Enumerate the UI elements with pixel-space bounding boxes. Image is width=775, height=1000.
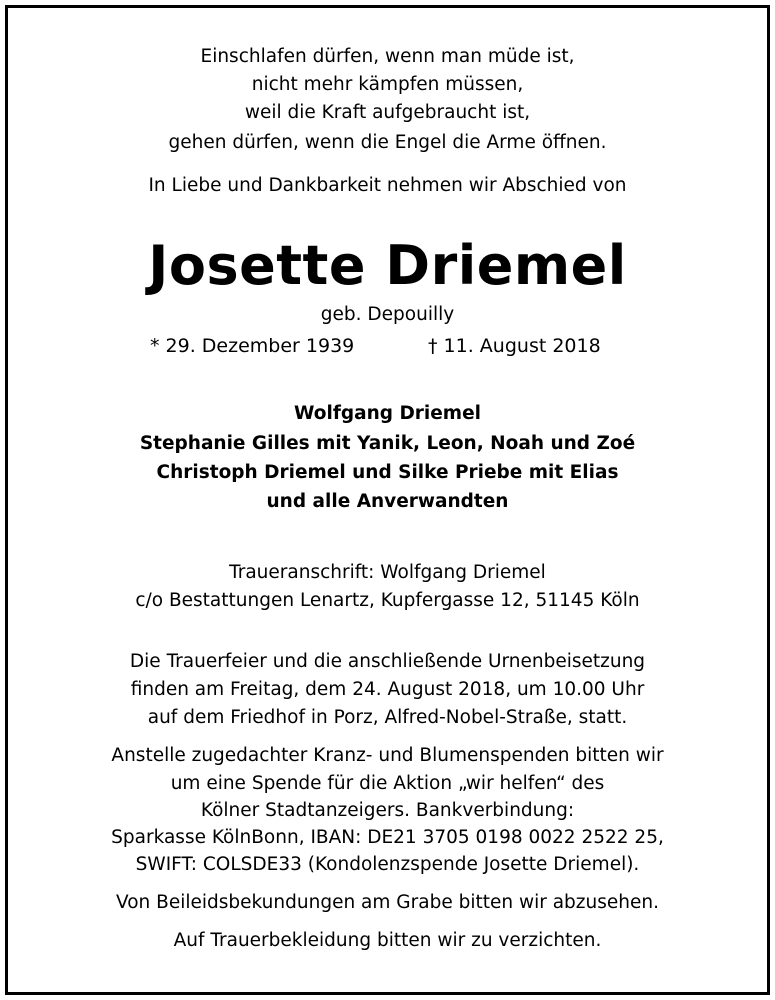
address-line: Traueranschrift: Wolfgang Driemel bbox=[229, 562, 546, 583]
ceremony-line: finden am Freitag, dem 24. August 2018, um 10.00 Uhr bbox=[130, 679, 645, 700]
request-line: Von Beileidsbekundungen am Grabe bitten wir abzusehen. bbox=[116, 892, 659, 913]
ceremony-line: Die Trauerfeier und die anschließende Urnenbeisetzung bbox=[129, 651, 646, 672]
donation-line: um eine Spende für die Aktion „wir helfen“ des bbox=[170, 773, 605, 794]
maiden-name: geb. Depouilly bbox=[320, 304, 455, 325]
intro-text: In Liebe und Dankbarkeit nehmen wir Abschied von bbox=[148, 175, 627, 196]
mourner-line: Stephanie Gilles mit Yanik, Leon, Noah und Zoé bbox=[139, 433, 636, 454]
donation-line: Anstelle zugedachter Kranz- und Blumenspenden bitten wir bbox=[111, 745, 664, 766]
mourner-line: Wolfgang Driemel bbox=[294, 403, 481, 424]
donation-line: SWIFT: COLSDE33 (Kondolenzspende Josette Driemel). bbox=[135, 854, 640, 875]
poem-line: Einschlafen dürfen, wenn man müde ist, bbox=[200, 46, 575, 67]
poem-line: weil die Kraft aufgebraucht ist, bbox=[244, 102, 531, 123]
poem-line: nicht mehr kämpfen müssen, bbox=[251, 74, 524, 95]
poem-line: gehen dürfen, wenn die Engel die Arme öffnen. bbox=[168, 132, 607, 153]
request-line: Auf Trauerbekleidung bitten wir zu verzichten. bbox=[173, 930, 602, 951]
ceremony-line: auf dem Friedhof in Porz, Alfred-Nobel-Straße, statt. bbox=[147, 707, 628, 728]
address-line: c/o Bestattungen Lenartz, Kupfergasse 12, 51145 Köln bbox=[135, 590, 640, 611]
donation-line: Kölner Stadtanzeigers. Bankverbindung: bbox=[200, 800, 575, 821]
life-dates bbox=[0, 333, 775, 359]
donation-line: Sparkasse KölnBonn, IBAN: DE21 3705 0198 0022 2522 25, bbox=[111, 827, 664, 848]
death-date: † 11. August 2018 bbox=[428, 335, 601, 357]
mourner-line: Christoph Driemel und Silke Priebe mit Elias bbox=[156, 462, 619, 483]
mourner-line: und alle Anverwandten bbox=[266, 491, 509, 512]
birth-date: * 29. Dezember 1939 bbox=[150, 335, 355, 357]
deceased-name: Josette Driemel bbox=[148, 234, 627, 297]
